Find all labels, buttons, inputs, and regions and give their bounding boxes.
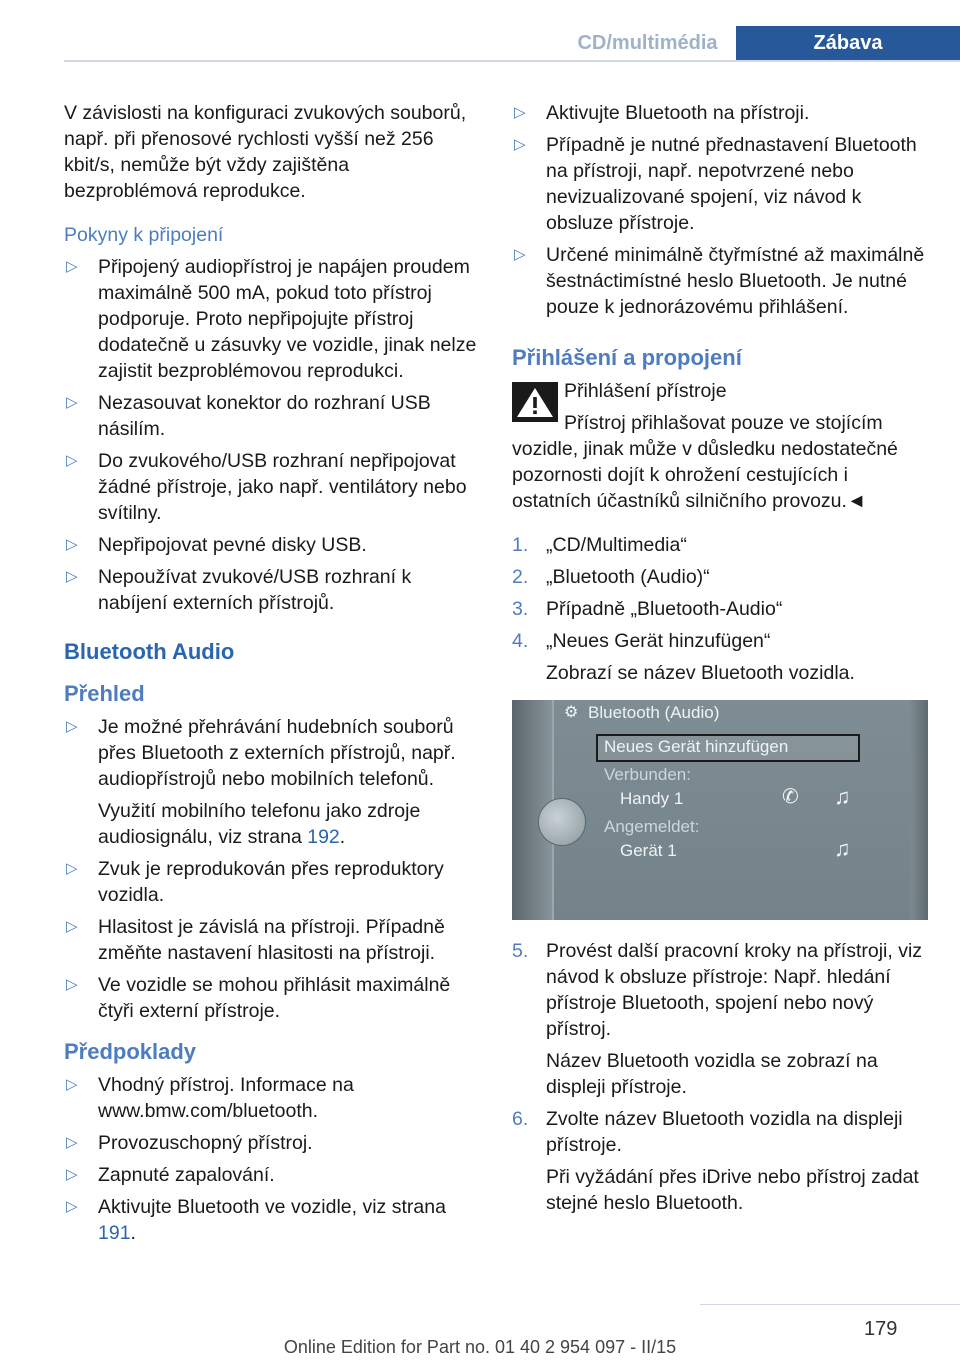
step-item [512,1106,932,1216]
left-column [64,100,484,1252]
list-item-text: Případně je nutné přednastavení Bluetooth na přístroji, např. nepotvrzené nebo nevizualizované spojení, viz návod k obsluze přístroje. [546,134,917,234]
step-item [512,628,932,686]
step-text: „Neues Gerät hinzufügen“ [546,630,771,652]
list-item-text: Zvuk je reprodukován přes reproduktory vozidla. [98,858,444,906]
warning-triangle-icon [512,382,558,422]
step-item [512,596,932,622]
login-pairing-heading: Přihlášení a propojení [512,345,742,370]
menu-add-device[interactable]: Neues Gerät hinzufügen [604,737,789,756]
bullet-triangle-icon: ▷ [66,258,78,275]
section-tab: CD/multimédia [577,32,718,54]
list-item [64,856,484,908]
list-item-text: Ve vozidle se mohou přihlásit maximálně čtyři externí přístroje. [98,974,451,1022]
bullet-triangle-icon: ▷ [66,976,78,993]
music-note-icon: ♫ [834,784,851,809]
list-item-text: Určené minimálně čtyřmístné až maximálně šestnáctimístné heslo Bluetooth. Je nutné pouze k jednorázovému přihlášení. [546,244,925,318]
step-number: 5. [512,940,529,962]
list-item-text: Nepoužívat zvukové/USB rozhraní k nabíjení externích přístrojů. [98,566,412,614]
controller-knob-icon [538,798,586,846]
list-item [512,100,932,126]
list-item [64,1130,484,1156]
screen-title: Bluetooth (Audio) [588,703,720,722]
bullet-triangle-icon: ▷ [66,568,78,585]
bullet-triangle-icon: ▷ [66,1076,78,1093]
list-item [64,972,484,1024]
screen-panel [552,700,912,920]
list-item-text: Do zvukového/USB rozhraní nepřipojovat žádné přístroje, jako např. ventilátory nebo svítilny. [98,450,467,524]
list-item-text: Připojený audiopřístroj je napájen proudem maximálně 500 mA, pokud toto přístroj podporuje. Proto nepřipojujte přístroj dodatečně u zásuvky ve vozidle, jinak nelze zajistit bezproblémovou reprodukci. [98,256,477,382]
bullet-triangle-icon: ▷ [66,1198,78,1215]
list-item-text: Nepřipojovat pevné disky USB. [98,534,367,556]
page-number: 179 [864,1318,898,1340]
menu-registered-label: Angemeldet: [604,817,700,836]
step-note: Zobrazí se název Bluetooth vozidla. [546,662,855,684]
screen-bezel-right [910,700,928,920]
connection-notes-heading: Pokyny k připojení [64,224,224,246]
list-item [64,1162,484,1188]
step-text: Případně „Bluetooth-Audio“ [546,598,783,620]
bullet-triangle-icon: ▷ [66,1134,78,1151]
list-item-text: Vhodný přístroj. Informace na www.bmw.com/bluetooth. [98,1074,354,1122]
step-number: 1. [512,534,529,556]
list-item-note: Využití mobilního telefonu jako zdroje audiosignálu, viz strana 192. [98,800,421,848]
list-item-text: Je možné přehrávání hudebních souborů přes Bluetooth z externích přístrojů, např. audiopřístrojů nebo mobilních telefonů. [98,716,456,790]
bullet-triangle-icon: ▷ [66,536,78,553]
step-text: Zvolte název Bluetooth vozidla na displeji přístroje. [546,1108,903,1156]
bullet-triangle-icon: ▷ [66,918,78,935]
phone-icon: ✆ [782,786,799,808]
list-item [64,1072,484,1124]
step-number: 4. [512,630,529,652]
edition-footer: Online Edition for Part no. 01 40 2 954 097 - II/15 [283,1337,677,1357]
step-item [512,532,932,558]
step-text: Provést další pracovní kroky na přístroji, viz návod k obsluze přístroje: Např. hledání přístroje Bluetooth, spojení nebo nový přístroj. [546,940,923,1040]
steps-list-continued [512,938,932,1216]
step-text: „Bluetooth (Audio)“ [546,566,710,588]
bullet-triangle-icon: ▷ [66,1166,78,1183]
requirements-heading: Předpoklady [64,1039,197,1064]
note-text: Využití mobilního telefonu jako zdroje audiosignálu, viz strana [98,800,421,848]
step-note: Název Bluetooth vozidla se zobrazí na displeji přístroje. [546,1050,878,1098]
music-note-icon: ♫ [834,836,851,861]
list-item-text: Nezasouvat konektor do rozhraní USB násilím. [98,392,431,440]
list-item [64,714,484,850]
bluetooth-audio-heading: Bluetooth Audio [64,639,235,664]
menu-connected-device[interactable]: Handy 1 [620,789,684,808]
overview-heading: Přehled [64,681,145,706]
step-item [512,564,932,590]
list-item [64,254,484,384]
page-link-192[interactable]: 192 [307,826,340,848]
step-text: „CD/Multimedia“ [546,534,687,556]
bullet-triangle-icon: ▷ [66,718,78,735]
list-item: ▷ Aktivujte Bluetooth ve vozidle, viz strana 191. [66,1196,446,1244]
bullet-triangle-icon: ▷ [514,136,526,153]
steps-list [512,532,932,686]
list-item-text: Provozuschopný přístroj. [98,1132,313,1154]
warning-box [512,378,932,514]
step-note: Při vyžádání přes iDrive nebo přístroj zadat stejné heslo Bluetooth. [546,1166,919,1214]
list-item-text: Hlasitost je závislá na přístroji. Případně změňte nastavení hlasitosti na přístroji. [98,916,445,964]
warning-title: Přihlášení přístroje [564,380,727,402]
bullet-triangle-icon: ▷ [514,104,526,121]
list-item [64,914,484,966]
list-item [64,532,484,558]
list-item-text: Zapnuté zapalování. [98,1164,275,1186]
header-rule [64,60,960,62]
step-number: 6. [512,1108,529,1130]
warning-text: Přístroj přihlašovat pouze ve stojícím vozidle, jinak může v důsledku nedostatečné pozornosti dojít k ohrožení cestujících i ostatních účastníků silničního provozu.◄ [512,412,898,512]
bullet-triangle-icon: ▷ [66,452,78,469]
bluetooth-menu-icon: ⚙ [564,704,579,721]
menu-connected-label: Verbunden: [604,765,691,784]
step-number: 3. [512,598,529,620]
list-item [64,390,484,442]
right-column [512,100,932,1222]
step-number: 2. [512,566,529,588]
step-item [512,938,932,1100]
connection-notes-list [64,254,484,616]
bullet-triangle-icon: ▷ [66,860,78,877]
footer-rule [700,1304,960,1305]
overview-list [64,714,484,1024]
list-item [512,132,932,236]
requirements-list [64,1072,484,1246]
list-item-text: Aktivujte Bluetooth ve vozidle, viz strana [98,1196,446,1218]
list-item [512,242,932,320]
page-link-191[interactable]: 191 [98,1222,131,1244]
menu-registered-device[interactable]: Gerät 1 [620,841,677,860]
list-item-text: Aktivujte Bluetooth na přístroji. [546,102,810,124]
list-item [64,564,484,616]
active-section-tab: Zábava [736,26,960,60]
bullet-triangle-icon: ▷ [514,246,526,263]
list-item [64,448,484,526]
device-prep-list [512,100,932,320]
intro-paragraph: V závislosti na konfiguraci zvukových souborů, např. při přenosové rychlosti vyšší než 256 kbit/s, nemůže být vždy zajištěna bezproblémová reprodukce. [64,102,467,202]
idrive-screen-image [512,700,928,920]
bullet-triangle-icon: ▷ [66,394,78,411]
